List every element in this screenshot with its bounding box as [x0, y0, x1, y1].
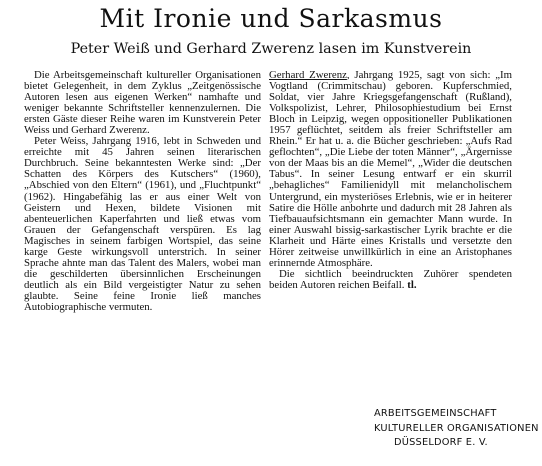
article-paragraph-text: , Jahrgang 1925, sagt von sich: „Im Vogtland (Crimmitschau) geboren. Kupferschmied, Soldat, vier Jahre Kriegsgefangenschaft (Rußland), Volkspolizist, Lehrer, Philosophiestudium bei Ernst Bloch in Leipzig, wegen oppositioneller Publikationen 1957 geflüchtet, seitdem als freier Schriftsteller am Rhein.“ Er hat u. a. die Bücher geschrieben: „Aufs Rad geflochten“, „Die Liebe der toten Männer“, „Ärgernisse von der Maas bis an die Memel“, „Wider die deutschen Tabus“. In seiner Lesung entwarf er ein skurril „behagliches“ Familienidyll mit melancholischem Untergrund, ein mysteriöses Erlebnis, wie er in heiterer Satire die Hölle anbohrte und dadurch mit 28 Jahren als Tiefbauaufsichtsmann ein gemachter Mann wurde. In einer Auswahl bissig-sarkastischer Lyrik brachte er die Klarheit und Härte eines Kristalls und versetzte den Hörer zeitweise unwillkürlich in eine an Aristophanes erinnernde Atmosphäre.	[269, 69, 513, 269]
stamp-line: DÜSSELDORF E. V.	[394, 437, 488, 448]
article-closing-text: Die sichtlich beeindruckten Zuhörer spendeten beiden Autoren reichen Beifall.	[269, 267, 512, 291]
article-closing-paragraph	[269, 269, 512, 291]
article-left-column	[24, 70, 261, 313]
article-paragraph: Peter Weiss, Jahrgang 1916, lebt in Schweden und erreichte mit 45 Jahren seinen literarischen Durchbruch. Seine bekanntesten Werke sind: „Der Schatten des Körpers des Kutschers“ (1960), „Abschied von den Eltern“ (1961), und „Fluchtpunkt“ (1962). Hingabefähig las er aus einer Welt von Geistern und Hexen, bildete Visionen mit abenteuerlichen Kaperfahrten und ließ etwas vom Grauen der Gefangenschaft verspüren. Es lag Magisches in seinem farbigen Wortspiel, das seine karge Geste wirkungsvoll unterstrich. In seiner Sprache ahnte man das Talent des Malers, wobei man die geschilderten übersinnlichen Erscheinungen deutlich als ein Bild vergeistigter Natur zu sehen glaubte. Seine feine Ironie ließ manches Autobiographische vermuten.	[24, 135, 261, 313]
article-paragraph	[269, 70, 512, 269]
author-mark: tl.	[407, 278, 417, 291]
article-paragraph: Die Arbeitsgemeinschaft kultureller Organisationen bietet Gelegenheit, in dem Zyklus „Zeitgenössische Autoren lesen aus eigenen Werken“ namhafte und weniger bekannte Schriftsteller kennenzulernen. Die ersten Gäste dieser Reihe waren im Kunstverein Peter Weiss und Gerhard Zwerenz.	[24, 69, 261, 137]
stamp-line: KULTURELLER ORGANISATIONEN	[374, 422, 539, 434]
stamp-line: ARBEITSGEMEINSCHAFT	[374, 408, 497, 419]
organization-stamp	[374, 407, 542, 451]
article-subheadline: Peter Weiß und Gerhard Zwerenz lasen im Kunstverein	[70, 41, 472, 57]
article-right-column	[269, 70, 512, 291]
author-name-underlined: Gerhard Zwerenz	[269, 69, 347, 81]
article-headline: Mit Ironie und Sarkasmus	[99, 4, 443, 33]
